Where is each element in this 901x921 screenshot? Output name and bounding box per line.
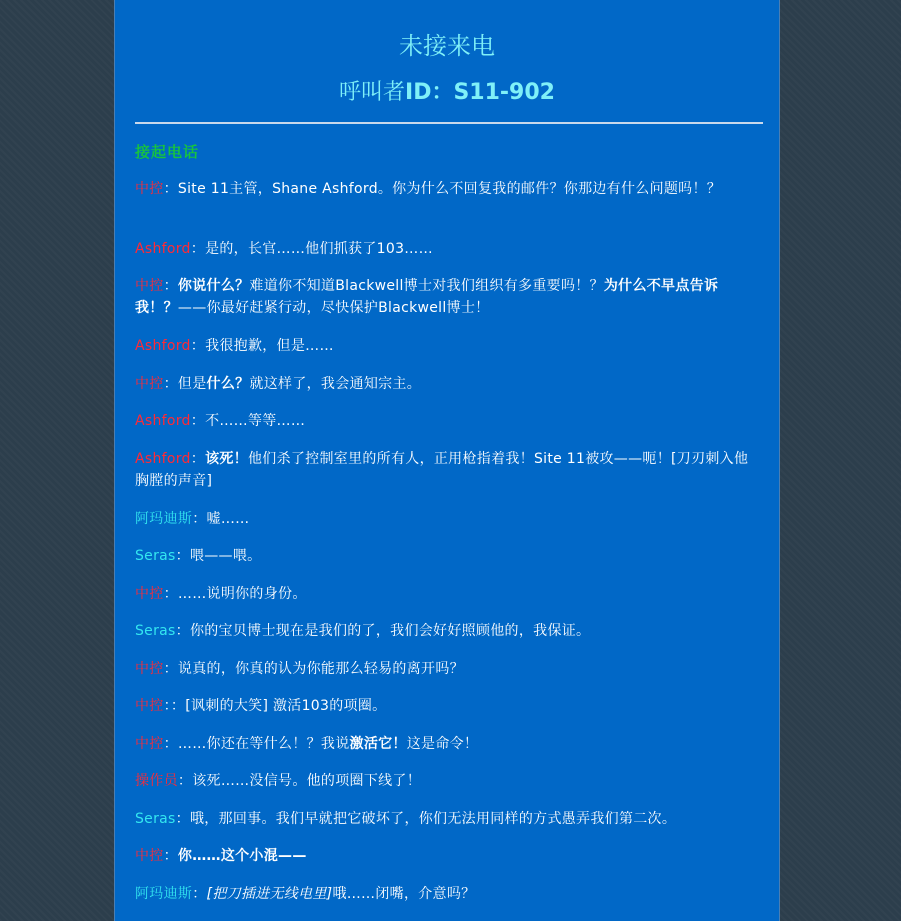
speaker-name: Ashford [135,338,191,354]
speaker-separator: ： [175,623,190,639]
dialogue-text: 但是 [177,376,207,392]
dialogue-line [135,770,761,792]
dialogue-text: 喂——喂。 [189,548,262,564]
speaker-name: Ashford [135,413,191,429]
dialogue-line [135,695,761,717]
dialogue-text-bold: 激活它！ [349,736,407,752]
dialogue-text: 就这样了，我会通知宗主。 [249,376,422,392]
article-panel [114,0,780,921]
dialogue-line [135,545,761,567]
speaker-name: 中控 [135,181,164,197]
speaker-name: 中控 [135,278,164,294]
dialogue-line [135,373,761,395]
speaker-separator: ： [163,278,178,294]
speaker-separator: ： [163,586,178,602]
speaker-separator: ： [163,181,178,197]
dialogue-text: ：[讽刺的大笑] 激活103的项圈。 [170,698,387,714]
speaker-name: 阿玛迪斯 [135,511,193,527]
speaker-name: 中控 [135,698,164,714]
speaker-name: 中控 [135,586,164,602]
dialogue-text-bold: 该死！ [205,451,248,467]
speaker-separator: ： [190,413,206,429]
dialogue-text: 你的宝贝博士现在是我们的了，我们会好好照顾他的，我保证。 [189,623,591,639]
speaker-separator: ： [190,241,206,257]
dialogue-line [135,883,761,905]
dialogue-line [135,583,761,605]
divider [135,122,763,124]
dialogue-line [135,658,761,680]
dialogue-line [135,845,761,867]
dialogue-text: Site 11主管，Shane Ashford。你为什么不回复我的邮件？你那边有什么问题吗！？ [177,181,722,197]
caller-id: ID：S11-902 [405,80,555,105]
speaker-name: 中控 [135,848,164,864]
dialogue-text: ——你最好赶紧行动，尽快保护Blackwell博士！ [177,300,490,316]
dialogue-text-bold: 什么？ [206,376,250,392]
section-label: 接起电话 [135,143,200,161]
dialogue-text-bold: 你……这个小混—— [177,848,307,864]
speaker-separator: ： [192,511,207,527]
speaker-name: Seras [135,811,176,827]
dialogue-text-bold: 为什么不早点告诉我！？ [135,278,719,316]
speaker-name: 阿玛迪斯 [135,886,193,902]
speaker-name: 中控 [135,376,164,392]
speaker-separator: ： [192,886,207,902]
dialogue-text: ……你还在等什么！？我说 [177,736,350,752]
speaker-separator: ： [175,548,190,564]
speaker-name: 操作员 [135,773,178,789]
speaker-separator: ： [163,848,178,864]
speaker-name: Ashford [135,241,191,257]
speaker-separator: ： [190,338,206,354]
dialogue-text: 哦，那回事。我们早就把它破坏了，你们无法用同样的方式愚弄我们第二次。 [189,811,677,827]
dialogue-text: 说真的，你真的认为你能那么轻易的离开吗？ [177,661,464,677]
speaker-separator: ： [163,736,178,752]
dialogue-line [135,335,761,357]
caller-label: 呼叫者 [339,80,406,105]
page-title: 未接来电 [399,32,495,60]
dialogue-text: 这是命令！ [406,736,479,752]
dialogue-line [135,733,761,755]
speaker-separator: ： [163,376,178,392]
speaker-separator: ： [175,811,190,827]
speaker-separator: ： [163,698,171,714]
speaker-separator: ： [177,773,193,789]
dialogue-text: 不……等等…… [205,413,306,429]
dialogue-line [135,508,761,530]
speaker-name: Ashford [135,451,191,467]
dialogue-text: 是的，长官……他们抓获了103…… [205,241,433,257]
dialogue-text: 我很抱歉，但是…… [205,338,334,354]
dialogue-line [135,238,761,260]
dialogue-text: 该死……没信号。他的项圈下线了！ [192,773,422,789]
speaker-name: 中控 [135,661,164,677]
dialogue-text-italic: [把刀插进无线电里] [206,886,333,902]
dialogue-line [135,410,761,432]
dialogue-line [135,275,761,319]
dialogue-line [135,620,761,642]
speaker-name: Seras [135,623,176,639]
dialogue-text: 哦……闭嘴，介意吗？ [332,886,476,902]
dialogue-line [135,178,761,200]
dialogue-text: 难道你不知道Blackwell博士对我们组织有多重要吗！？ [249,278,604,294]
dialogue-line [135,808,761,830]
dialogue-text: 他们杀了控制室里的所有人，正用枪指着我！Site 11被攻——呃！[刀刃刺入他胸膛的声音] [135,451,749,489]
dialogue-line [135,448,761,492]
speaker-name: 中控 [135,736,164,752]
speaker-separator: ： [163,661,178,677]
speaker-name: Seras [135,548,176,564]
dialogue-text-bold: 你说什么？ [177,278,250,294]
caller-id-heading [115,75,779,106]
dialogue-text: 嘘…… [206,511,250,527]
speaker-separator: ： [190,451,206,467]
dialogue-text: ……说明你的身份。 [177,586,307,602]
